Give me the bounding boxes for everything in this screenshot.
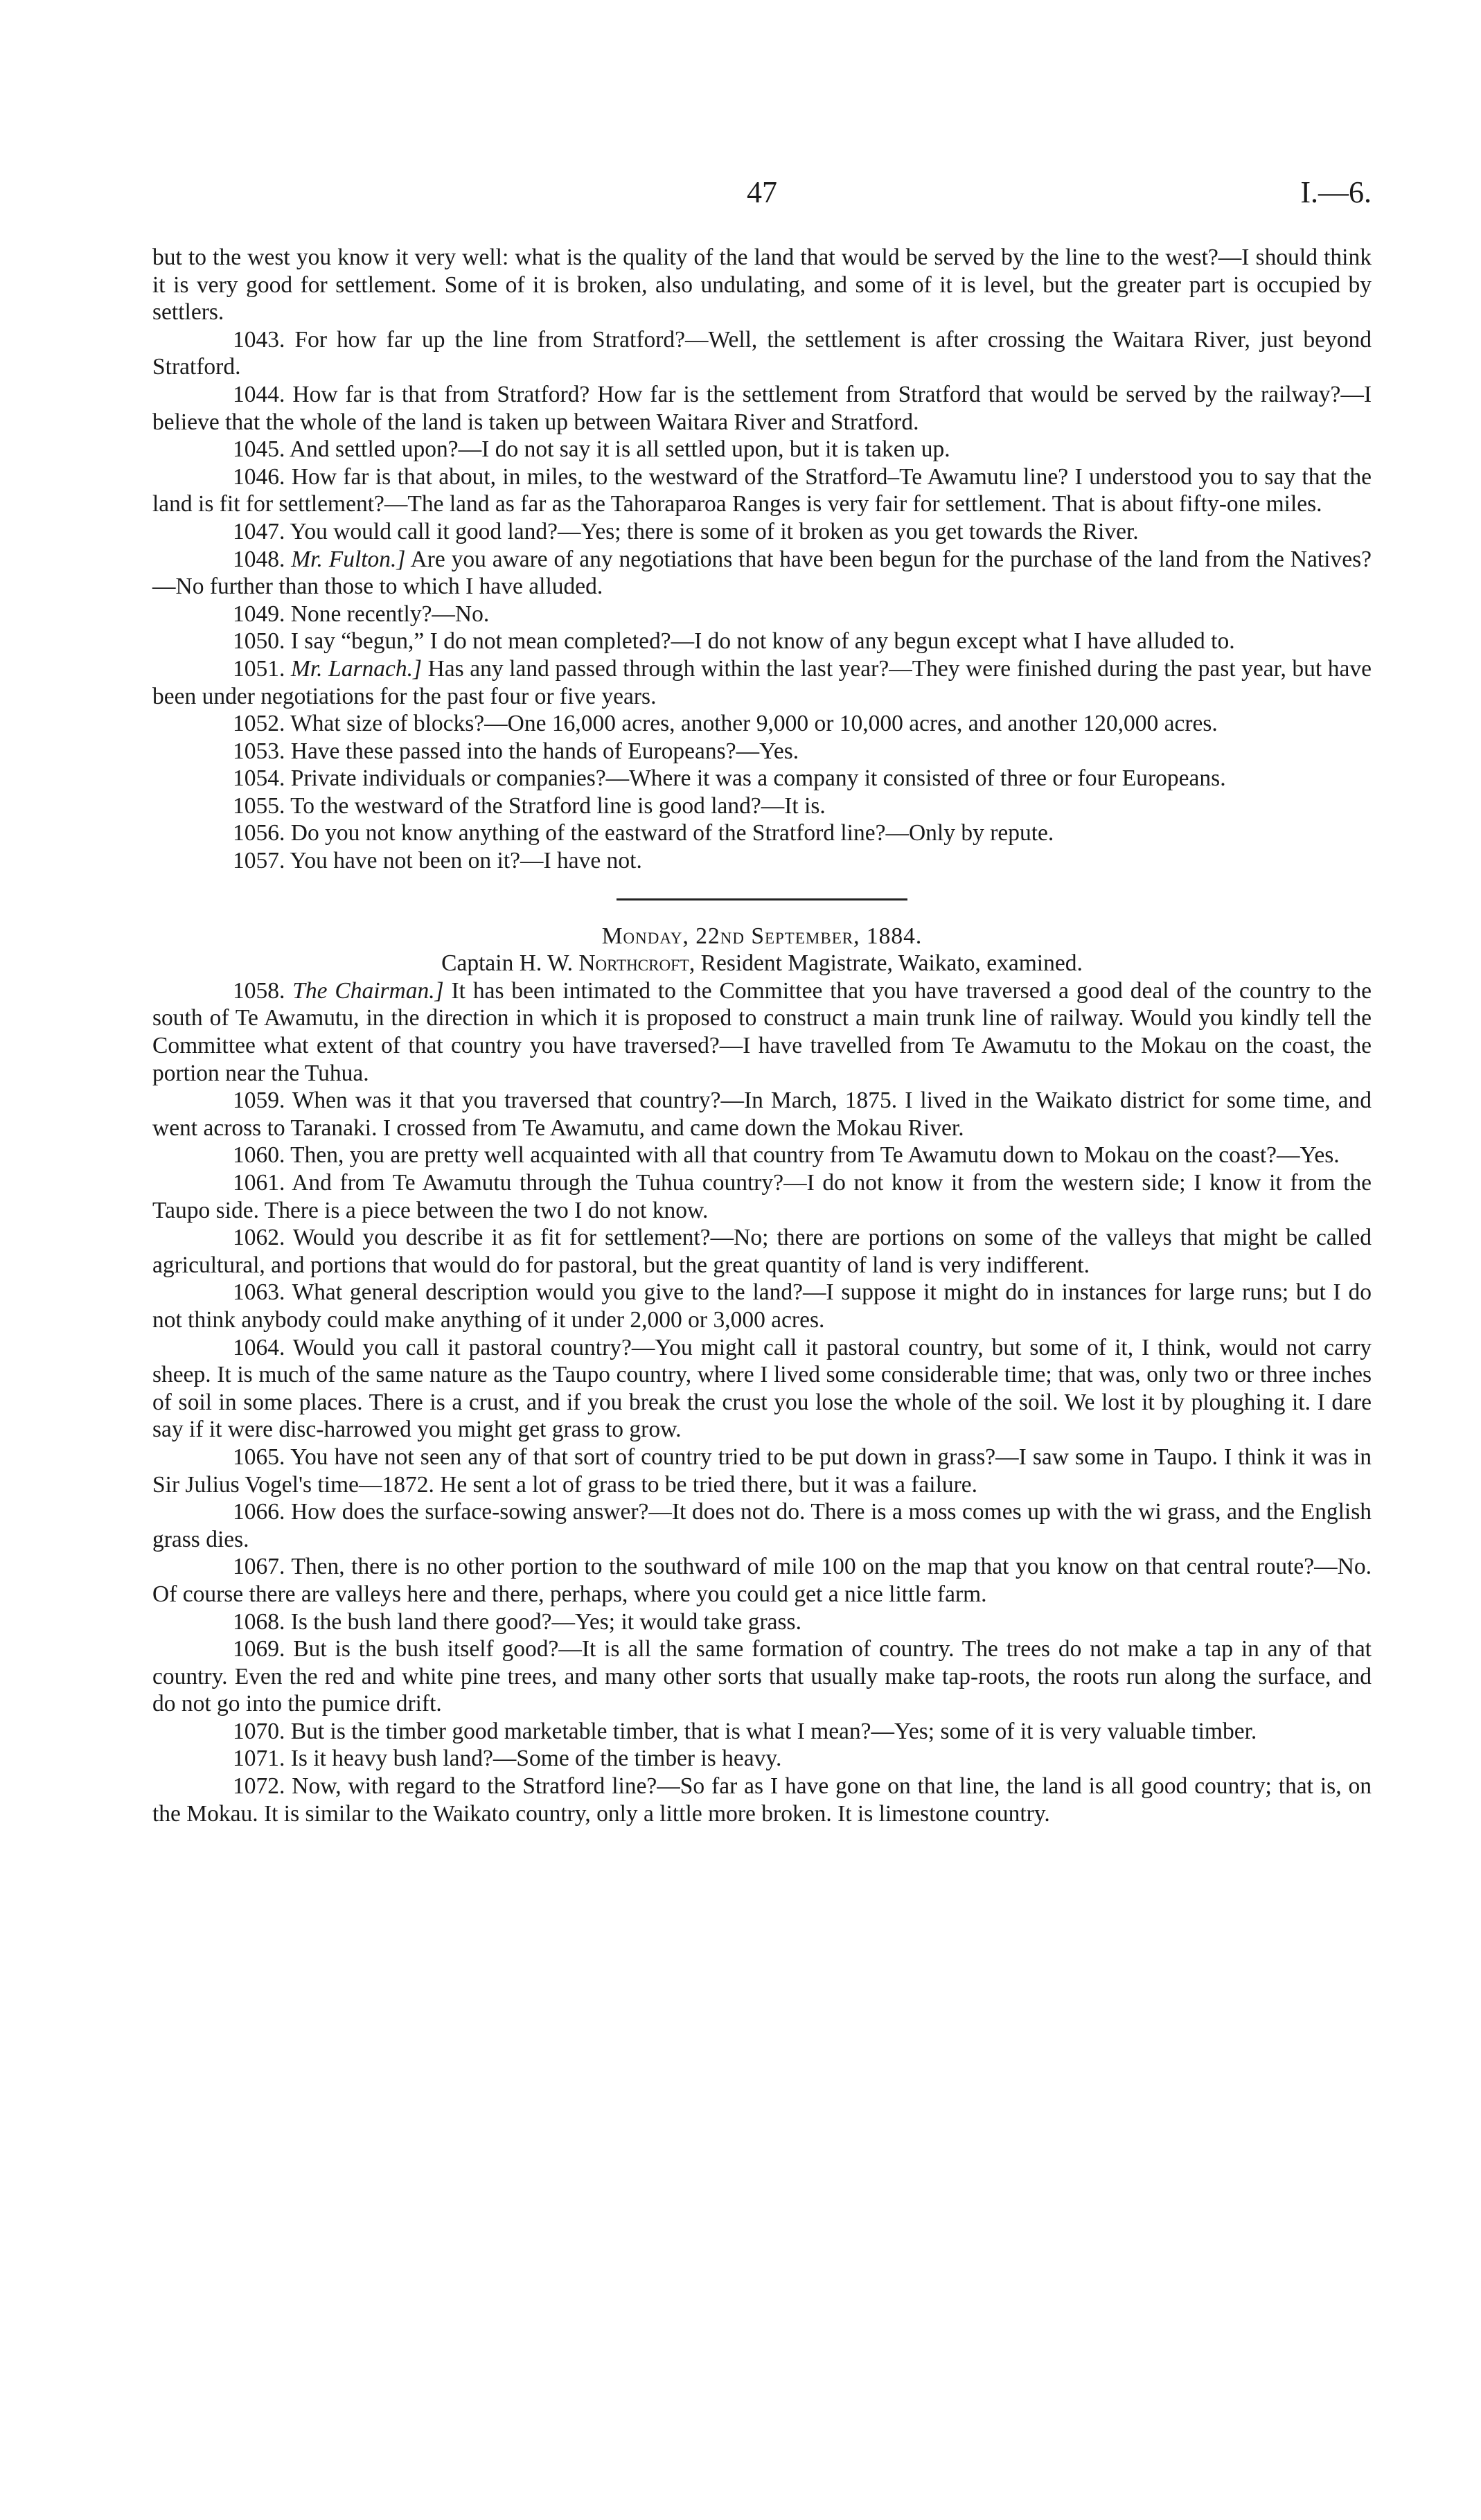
testimony-paragraph	[152, 977, 1372, 1087]
speaker-label: Mr. Larnach.]	[290, 655, 423, 682]
question-number: 1072.	[233, 1773, 285, 1800]
testimony-paragraph	[152, 546, 1372, 601]
question-number: 1067.	[233, 1554, 285, 1580]
question-answer-text: Would you call it pastoral country?—You might call it pastoral country, but some of it, I think, would not carry sheep. It is much of the same nature as the Taupo country, where I lived some considerable time; that was, only two or three inches of soil in some places. There is a crust, and if you break the crust you lose the whole of the soil. We lost it by ploughing it. I dare say if it were disc-harrowed you might get grass to grow.	[152, 1334, 1372, 1443]
testimony-paragraph	[152, 1498, 1372, 1553]
question-answer-text: And settled upon?—I do not say it is all settled upon, but it is taken up.	[289, 436, 950, 463]
question-answer-text: For how far up the line from Stratford?—Well, the settlement is after crossing the Waitara River, just beyond Stratford.	[152, 326, 1372, 380]
witness-heading	[152, 950, 1372, 977]
testimony-paragraph	[152, 738, 1372, 765]
question-number: 1064.	[233, 1334, 285, 1360]
question-number: 1047.	[233, 518, 285, 544]
question-answer-text: How far is that from Stratford? How far is the settlement from Stratford that would be served by the railway?—I believe that the whole of the land is taken up between Waitara River and Stratford.	[152, 381, 1372, 435]
question-answer-text: And from Te Awamutu through the Tuhua country?—I do not know it from the western side; I know it from the Taupo side. There is a piece between the two I do not know.	[152, 1170, 1372, 1223]
testimony-paragraph	[152, 1745, 1372, 1773]
question-answer-text: None recently?—No.	[290, 601, 490, 627]
testimony-section-2	[152, 977, 1372, 1827]
testimony-paragraph	[152, 765, 1372, 792]
document-body	[152, 244, 1372, 1827]
question-number: 1052.	[233, 711, 285, 737]
question-answer-text: You have not been on it?—I have not.	[290, 848, 642, 874]
question-number: 1065.	[233, 1444, 285, 1470]
question-number: 1053.	[233, 738, 285, 764]
question-number: 1044.	[233, 381, 285, 407]
question-answer-text: Is it heavy bush land?—Some of the timber is heavy.	[290, 1746, 782, 1772]
testimony-paragraph	[152, 1444, 1372, 1498]
document-code: I.—6.	[1300, 175, 1372, 209]
testimony-paragraph	[152, 1142, 1372, 1169]
question-number: 1070.	[233, 1718, 285, 1744]
testimony-paragraph	[152, 819, 1372, 847]
question-number: 1059.	[233, 1088, 285, 1114]
testimony-paragraph	[152, 436, 1372, 463]
question-number: 1045.	[233, 436, 285, 463]
page-header	[152, 175, 1372, 216]
testimony-paragraph	[152, 1087, 1372, 1142]
question-number: 1071.	[233, 1746, 285, 1772]
question-answer-text: Now, with regard to the Stratford line?—So far as I have gone on that line, the land is all good country; that is, on the Mokau. It is similar to the Waikato country, only a little more broken. It is limestone country.	[152, 1773, 1372, 1827]
testimony-paragraph	[152, 847, 1372, 875]
testimony-paragraph	[152, 381, 1372, 436]
question-number: 1056.	[233, 820, 285, 846]
question-number: 1063.	[233, 1279, 285, 1306]
question-number: 1050.	[233, 628, 285, 655]
document-page	[152, 0, 1372, 2520]
witness-name: Northcroft	[578, 950, 689, 977]
testimony-paragraph	[152, 463, 1372, 518]
question-number: 1043.	[233, 326, 285, 353]
question-answer-text: How far is that about, in miles, to the westward of the Stratford–Te Awamutu line? I understood you to say that the land is fit for settlement?—The land as far as the Tahoraparoa Ranges is very fair for settlement. That is about fifty-one miles.	[152, 463, 1372, 517]
question-answer-text: You have not seen any of that sort of country tried to be put down in grass?—I saw some in Taupo. I think it was in Sir Julius Vogel's time—1872. He sent a lot of grass to be tried there, but it was a failure.	[152, 1444, 1372, 1498]
question-answer-text: Has any land passed through within the last year?—They were finished during the past year, but have been under negotiations for the past four or five years.	[152, 655, 1372, 709]
testimony-paragraph	[152, 326, 1372, 381]
testimony-paragraph	[152, 1553, 1372, 1608]
question-number: 1058.	[233, 977, 285, 1004]
question-number: 1054.	[233, 765, 285, 792]
question-number: 1048.	[233, 546, 285, 572]
question-answer-text: To the westward of the Stratford line is good land?—It is.	[290, 792, 826, 819]
question-answer-text: Then, there is no other portion to the southward of mile 100 on the map that you know on that central route?—No. Of course there are valleys here and there, perhaps, where you could get a nice little farm.	[152, 1554, 1372, 1607]
question-answer-text: Are you aware of any negotiations that have been begun for the purchase of the land from the Natives?—No further than those to which I have alluded.	[152, 546, 1372, 600]
question-answer-text: Would you describe it as fit for settlement?—No; there are portions on some of the valleys that might be called agricultural, and portions that would do for pastoral, but the great quantity of land is very indifferent.	[152, 1225, 1372, 1278]
testimony-paragraph	[152, 1334, 1372, 1444]
question-answer-text: But is the timber good marketable timber, that is what I mean?—Yes; some of it is very valuable timber.	[290, 1718, 1257, 1744]
question-answer-text: I say “begun,” I do not mean completed?—I do not know of any begun except what I have alluded to.	[290, 628, 1235, 655]
question-number: 1046.	[233, 463, 285, 490]
question-number: 1055.	[233, 792, 285, 819]
testimony-section-1	[152, 326, 1372, 875]
section-divider	[617, 898, 907, 900]
question-answer-text: How does the surface-sowing answer?—It does not do. There is a moss comes up with the wi grass, and the English grass dies.	[152, 1499, 1372, 1552]
question-number: 1066.	[233, 1499, 285, 1525]
testimony-paragraph	[152, 628, 1372, 655]
question-answer-text: But is the bush itself good?—It is all the same formation of country. The trees do not make a tap in any of that country. Even the red and white pine trees, and many other sorts that usually make tap-roots, the roots run along the surface, and do not go into the pumice drift.	[152, 1636, 1372, 1717]
question-answer-text: It has been intimated to the Committee that you have traversed a good deal of the country to the south of Te Awamutu, in the direction in which it is proposed to construct a main trunk line of railway. Would you kindly tell the Committee what extent of that country you have traversed?—I have travelled from Te Awamutu to the Mokau on the coast, the portion near the Tuhua.	[152, 977, 1372, 1086]
question-number: 1068.	[233, 1608, 285, 1635]
question-number: 1062.	[233, 1225, 285, 1251]
question-answer-text: When was it that you traversed that country?—In March, 1875. I lived in the Waikato district for some time, and went across to Taranaki. I crossed from Te Awamutu, and came down the Mokau River.	[152, 1088, 1372, 1141]
witness-title: Captain H. W.	[441, 950, 573, 977]
page-number: 47	[747, 175, 777, 209]
question-answer-text: Is the bush land there good?—Yes; it would take grass.	[290, 1608, 801, 1635]
opening-paragraph: but to the west you know it very well: what is the quality of the land that would be served by the line to the west?—I should think it is very good for settlement. Some of it is broken, also undulating, and some of it is level, but the greater part is occupied by settlers.	[152, 245, 1372, 326]
testimony-paragraph	[152, 792, 1372, 820]
question-answer-text: You would call it good land?—Yes; there is some of it broken as you get towards the River.	[290, 518, 1139, 544]
witness-description: , Resident Magistrate, Waikato, examined.	[689, 950, 1083, 977]
testimony-paragraph	[152, 655, 1372, 710]
question-answer-text: Private individuals or companies?—Where it was a company it consisted of three or four Europeans.	[290, 765, 1226, 792]
testimony-paragraph	[152, 1718, 1372, 1746]
testimony-paragraph	[152, 1279, 1372, 1333]
question-number: 1060.	[233, 1142, 285, 1169]
question-number: 1061.	[233, 1170, 285, 1196]
speaker-label: The Chairman.]	[292, 977, 444, 1004]
testimony-paragraph	[152, 1773, 1372, 1827]
question-number: 1049.	[233, 601, 285, 627]
question-answer-text: Then, you are pretty well acquainted with all that country from Te Awamutu down to Mokau on the coast?—Yes.	[290, 1142, 1340, 1169]
question-number: 1051.	[233, 655, 285, 682]
date-heading: Monday, 22nd September, 1884.	[601, 923, 923, 949]
testimony-paragraph	[152, 1169, 1372, 1224]
question-number: 1069.	[233, 1636, 285, 1662]
question-answer-text: What size of blocks?—One 16,000 acres, another 9,000 or 10,000 acres, and another 120,000 acres.	[290, 711, 1218, 737]
testimony-paragraph	[152, 518, 1372, 546]
testimony-paragraph	[152, 601, 1372, 628]
testimony-paragraph	[152, 710, 1372, 738]
question-answer-text: What general description would you give to the land?—I suppose it might do in instances for large runs; but I do not think anybody could make anything of it under 2,000 or 3,000 acres.	[152, 1279, 1372, 1333]
testimony-paragraph	[152, 1635, 1372, 1718]
question-number: 1057.	[233, 848, 285, 874]
testimony-paragraph	[152, 1608, 1372, 1636]
testimony-paragraph	[152, 1224, 1372, 1279]
speaker-label: Mr. Fulton.]	[291, 546, 406, 572]
question-answer-text: Have these passed into the hands of Europeans?—Yes.	[290, 738, 799, 764]
question-answer-text: Do you not know anything of the eastward of the Stratford line?—Only by repute.	[290, 820, 1054, 846]
